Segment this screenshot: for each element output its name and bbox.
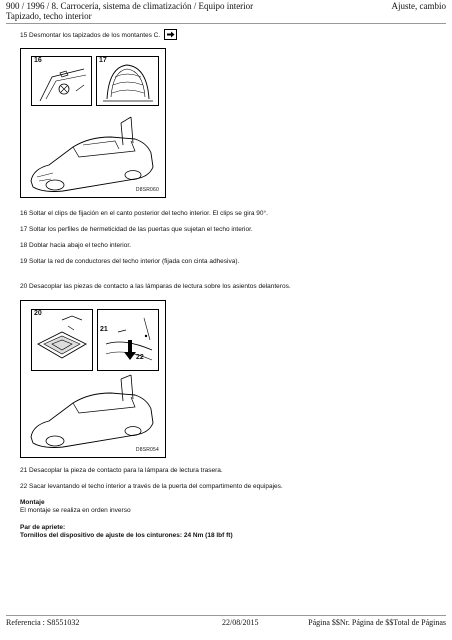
montaje-text: El montaje se realiza en orden inverso	[20, 507, 131, 514]
figure-1-label-16: 16	[34, 57, 42, 64]
torque-text: Tornillos del dispositivo de ajuste de los cinturones: 24 Nm (18 lbf ft)	[20, 532, 233, 539]
step-15-text: 15 Desmontar los tapizados de los montantes C.	[20, 32, 161, 40]
figure-1-label-17: 17	[99, 57, 107, 64]
footer-page-number: Página $$Nr. Página de $$Total de Páginas	[308, 618, 446, 627]
torque-heading: Par de apriete:	[20, 524, 66, 531]
step-15	[20, 30, 177, 41]
header-section: Ajuste, cambio	[391, 1, 446, 11]
car-illustration	[23, 107, 163, 199]
header-breadcrumb	[6, 1, 253, 21]
torque-section	[20, 524, 233, 540]
step-22: 22 Sacar levantando el techo interior a través de la puerta del compartimento de equipajes.	[20, 483, 283, 490]
step-16: 16 Soltar el clips de fijación en el canto posterior del techo interior. El clips se gira 90°.	[20, 210, 268, 217]
figure-1-inset-rear	[96, 56, 159, 106]
header-divider	[6, 23, 446, 24]
figure-2-label-22: 22	[136, 354, 144, 361]
montaje-heading: Montaje	[20, 499, 45, 506]
step-18: 18 Doblar hacia abajo el techo interior.	[20, 242, 131, 249]
figure-1	[20, 48, 166, 198]
car-illustration-2	[23, 371, 163, 455]
figure-2-inset-contact	[97, 309, 159, 371]
header-path: 900 / 1996 / 8. Carrocería, sistema de climatización / Equipo interior	[6, 1, 254, 11]
header-subtitle: Tapizado, techo interior	[6, 11, 92, 21]
figure-1-code: D8SR060	[135, 187, 159, 193]
reading-lamp-illustration	[32, 310, 92, 370]
page-header	[6, 1, 446, 29]
rear-opening-illustration	[97, 57, 158, 105]
step-17: 17 Soltar los perfiles de hermeticidad de las puertas que sujetan el techo interior.	[20, 226, 253, 233]
step-21: 21 Desacoplar la pieza de contacto para la lámpara de lectura trasera.	[20, 467, 223, 474]
step-19: 19 Soltar la red de conductores del techo interior (fijada con cinta adhesiva).	[20, 258, 240, 265]
footer-reference: Referencia : S8551032	[6, 618, 80, 627]
footer-date: 22/08/2015	[222, 618, 259, 627]
step-20: 20 Desacoplar las piezas de contacto a las lámparas de lectura sobre los asientos delanteros.	[20, 283, 291, 290]
contact-plug-illustration	[98, 310, 158, 370]
clip-detail-illustration	[32, 57, 91, 105]
footer-divider	[6, 615, 446, 616]
figure-2-label-21: 21	[100, 326, 108, 333]
arrow-link-icon[interactable]	[164, 29, 177, 40]
figure-1-inset-clip	[31, 56, 92, 106]
page-footer	[6, 618, 446, 630]
figure-2-code: D8SR054	[135, 447, 159, 453]
figure-2	[20, 300, 166, 458]
figure-2-inset-lamp	[31, 309, 93, 371]
montaje-section	[20, 499, 131, 515]
figure-2-label-20: 20	[34, 310, 42, 317]
